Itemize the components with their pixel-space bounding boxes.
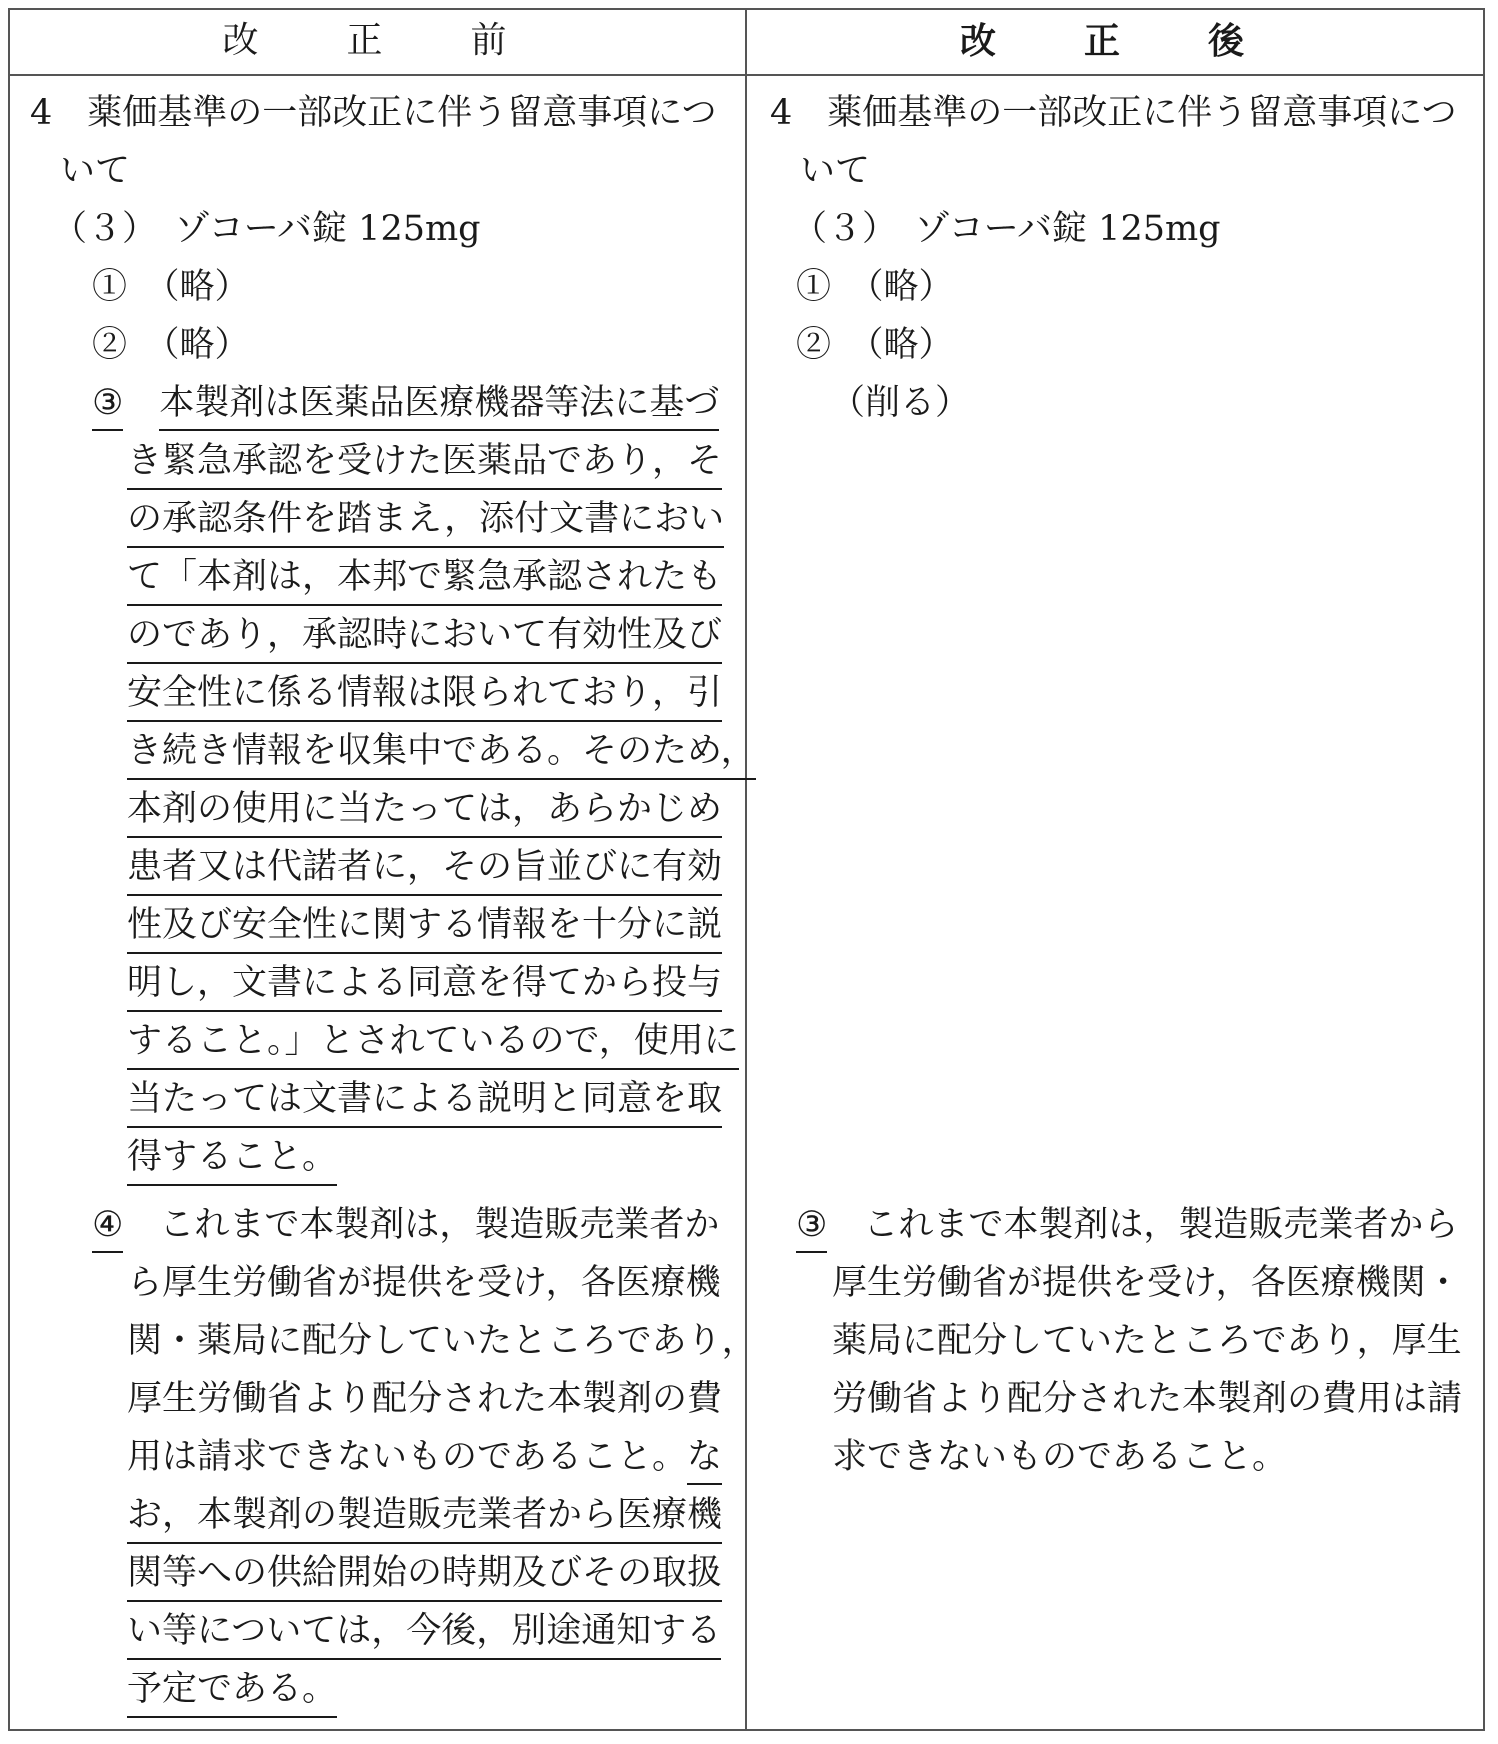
item-text: これまで本製剤は，製造販売業者か — [159, 1205, 720, 1245]
left-line: （３） ゾコーバ錠 125mg — [52, 209, 481, 249]
left-line: 厚生労働省より配分された本製剤の費 — [127, 1379, 723, 1419]
right-line: 4 薬価基準の一部改正に伴う留意事項につ — [770, 93, 1457, 133]
left-line-underlined: のであり，承認時において有効性及び — [127, 606, 722, 664]
left-line-underlined: 予定である。 — [127, 1660, 337, 1718]
left-line: いて — [60, 151, 131, 191]
left-line-underlined: 関等への供給開始の時期及びその取扱 — [127, 1544, 722, 1602]
column-divider — [745, 8, 747, 1731]
item-text: これまで本製剤は，製造販売業者から — [863, 1205, 1459, 1245]
item-number: ③ — [92, 377, 123, 431]
left-line-underlined: 安全性に係る情報は限られており，引 — [127, 664, 722, 722]
left-line-underlined: 明し，文書による同意を得てから投与 — [127, 954, 722, 1012]
right-line: ② （略） — [796, 325, 954, 365]
right-line-item3 — [796, 1196, 1458, 1254]
right-line: いて — [800, 151, 871, 191]
right-line: 労働省より配分された本製剤の費用は請 — [832, 1379, 1463, 1419]
right-line: 薬局に配分していたところであり，厚生 — [832, 1321, 1462, 1361]
header-after: 改 正 後 — [959, 20, 1270, 62]
left-line-item4 — [92, 1196, 719, 1254]
left-line-underlined: 得すること。 — [127, 1128, 337, 1186]
left-line-underlined: て「本剤は，本邦で緊急承認されたも — [127, 548, 722, 606]
left-line: ① （略） — [92, 267, 250, 307]
left-line-underlined: 患者又は代諾者に，その旨並びに有効 — [127, 838, 722, 896]
underlined-text: 本製剤は医薬品医療機器等法に基づ — [159, 377, 719, 431]
left-line-underlined: い等については，今後，別途通知する — [127, 1602, 721, 1660]
left-line: 関・薬局に配分していたところであり， — [127, 1321, 757, 1361]
left-line-mixed — [127, 1428, 722, 1486]
header-divider — [8, 74, 1485, 76]
left-line-underlined: 性及び安全性に関する情報を十分に説 — [127, 896, 722, 954]
right-line: ① （略） — [796, 267, 954, 307]
right-line: 厚生労働省が提供を受け，各医療機関・ — [832, 1263, 1461, 1303]
left-line-item3 — [92, 374, 719, 432]
left-line: ② （略） — [92, 325, 250, 365]
item-number: ④ — [92, 1199, 123, 1253]
left-line-underlined: すること。」とされているので，使用に — [127, 1012, 739, 1070]
left-line-underlined: 本剤の使用に当たっては，あらかじめ — [127, 780, 722, 838]
right-line: （３） ゾコーバ錠 125mg — [792, 209, 1221, 249]
item-number: ③ — [796, 1199, 827, 1253]
left-line-underlined: お，本製剤の製造販売業者から医療機 — [127, 1486, 722, 1544]
right-line-deleted: （削る） — [830, 383, 971, 423]
left-line-underlined: き緊急承認を受けた医薬品であり，そ — [127, 432, 722, 490]
header-before: 改 正 前 — [222, 20, 533, 61]
plain-text: 用は請求できないものであること。 — [127, 1437, 688, 1477]
right-line: 求できないものであること。 — [832, 1437, 1288, 1477]
left-line-underlined: き続き情報を収集中である。そのため， — [127, 722, 756, 780]
left-line-underlined: 当たっては文書による説明と同意を取 — [127, 1070, 722, 1128]
left-line-underlined: の承認条件を踏まえ，添付文書におい — [127, 490, 724, 548]
left-line: ら厚生労働省が提供を受け，各医療機 — [127, 1263, 721, 1303]
underlined-text: な — [687, 1431, 722, 1485]
left-line: 4 薬価基準の一部改正に伴う留意事項につ — [30, 93, 717, 133]
